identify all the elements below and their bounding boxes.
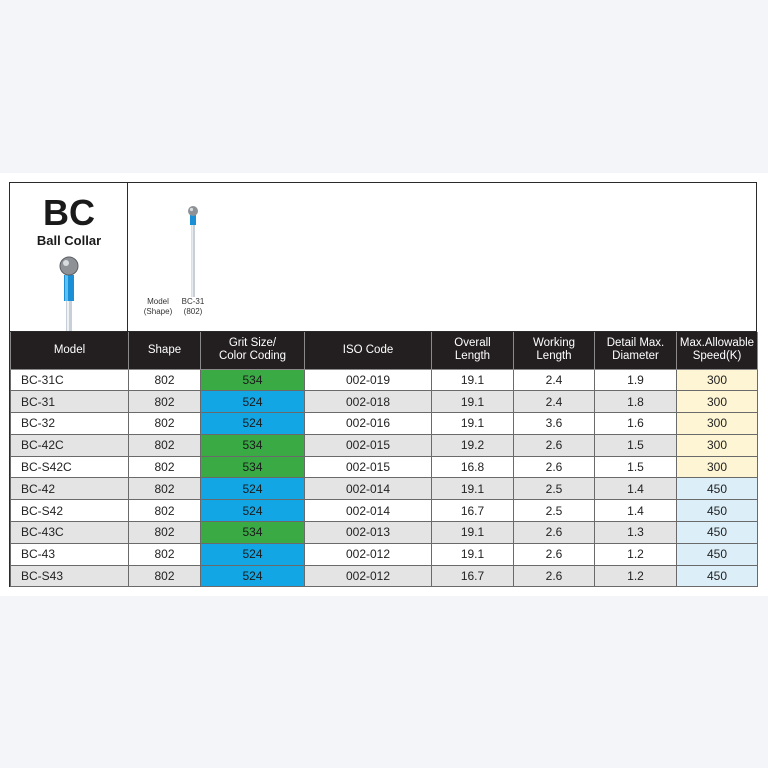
shape-label: (Shape) [143, 307, 173, 316]
cell-iso: 002-013 [305, 522, 432, 544]
cell-model: BC-43 [11, 543, 129, 565]
cell-model: BC-43C [11, 522, 129, 544]
cell-model: BC-31C [11, 369, 129, 391]
cell-working: 2.4 [514, 369, 595, 391]
diagram-label-bur [175, 297, 211, 317]
cell-shape: 802 [129, 413, 201, 435]
cell-iso: 002-012 [305, 543, 432, 565]
cell-speed: 300 [677, 434, 758, 456]
cell-shape: 802 [129, 478, 201, 500]
bur-diagram-icon [186, 205, 200, 297]
cell-iso: 002-016 [305, 413, 432, 435]
cell-iso: 002-014 [305, 478, 432, 500]
cell-speed: 450 [677, 500, 758, 522]
cell-overall: 16.7 [432, 500, 514, 522]
table-row [11, 434, 758, 456]
cell-overall: 19.1 [432, 413, 514, 435]
cell-speed: 450 [677, 478, 758, 500]
cell-iso: 002-015 [305, 434, 432, 456]
cell-shape: 802 [129, 500, 201, 522]
table-header-row [11, 332, 758, 369]
table-row [11, 456, 758, 478]
cell-diameter: 1.5 [595, 456, 677, 478]
product-header [10, 183, 756, 332]
bur-model-label: BC-31 [181, 297, 205, 306]
product-sheet [0, 173, 768, 596]
cell-grit: 534 [201, 522, 305, 544]
cell-diameter: 1.4 [595, 478, 677, 500]
column-header: ISO Code [305, 332, 432, 369]
cell-shape: 802 [129, 456, 201, 478]
spec-table-frame [9, 182, 757, 587]
cell-working: 2.6 [514, 522, 595, 544]
table-row [11, 391, 758, 413]
cell-speed: 300 [677, 369, 758, 391]
cell-diameter: 1.4 [595, 500, 677, 522]
cell-model: BC-42C [11, 434, 129, 456]
cell-model: BC-S42C [11, 456, 129, 478]
cell-iso: 002-018 [305, 391, 432, 413]
cell-overall: 19.1 [432, 543, 514, 565]
cell-speed: 450 [677, 565, 758, 587]
cell-grit: 524 [201, 500, 305, 522]
cell-overall: 16.8 [432, 456, 514, 478]
product-title-panel [10, 183, 128, 331]
column-header: Grit Size/ Color Coding [201, 332, 305, 369]
column-header: Max.Allowable Speed(K) [677, 332, 758, 369]
cell-shape: 802 [129, 391, 201, 413]
cell-overall: 16.7 [432, 565, 514, 587]
cell-grit: 524 [201, 565, 305, 587]
cell-overall: 19.2 [432, 434, 514, 456]
cell-grit: 524 [201, 391, 305, 413]
cell-grit: 534 [201, 456, 305, 478]
column-header: Shape [129, 332, 201, 369]
cell-speed: 450 [677, 543, 758, 565]
product-code: BC [43, 192, 95, 233]
cell-grit: 524 [201, 478, 305, 500]
cell-diameter: 1.3 [595, 522, 677, 544]
cell-model: BC-S42 [11, 500, 129, 522]
column-header: Detail Max. Diameter [595, 332, 677, 369]
table-row [11, 522, 758, 544]
cell-speed: 300 [677, 413, 758, 435]
cell-grit: 524 [201, 413, 305, 435]
cell-shape: 802 [129, 543, 201, 565]
cell-iso: 002-019 [305, 369, 432, 391]
cell-diameter: 1.6 [595, 413, 677, 435]
table-row [11, 565, 758, 587]
cell-speed: 300 [677, 456, 758, 478]
cell-model: BC-31 [11, 391, 129, 413]
cell-iso: 002-015 [305, 456, 432, 478]
cell-model: BC-S43 [11, 565, 129, 587]
cell-speed: 450 [677, 522, 758, 544]
table-row [11, 543, 758, 565]
bur-shape-label: (802) [183, 307, 203, 316]
cell-diameter: 1.8 [595, 391, 677, 413]
cell-diameter: 1.5 [595, 434, 677, 456]
cell-iso: 002-012 [305, 565, 432, 587]
column-header: Working Length [514, 332, 595, 369]
table-row [11, 478, 758, 500]
cell-diameter: 1.2 [595, 565, 677, 587]
cell-shape: 802 [129, 565, 201, 587]
product-name: Ball Collar [36, 233, 102, 248]
cell-working: 2.6 [514, 565, 595, 587]
cell-shape: 802 [129, 522, 201, 544]
cell-shape: 802 [129, 369, 201, 391]
column-header: Overall Length [432, 332, 514, 369]
cell-speed: 300 [677, 391, 758, 413]
cell-diameter: 1.2 [595, 543, 677, 565]
model-label: Model [147, 297, 169, 306]
cell-working: 2.6 [514, 543, 595, 565]
cell-overall: 19.1 [432, 391, 514, 413]
cell-model: BC-32 [11, 413, 129, 435]
cell-diameter: 1.9 [595, 369, 677, 391]
cell-working: 2.4 [514, 391, 595, 413]
table-row [11, 500, 758, 522]
specification-table [10, 332, 758, 587]
cell-grit: 534 [201, 434, 305, 456]
cell-shape: 802 [129, 434, 201, 456]
cell-working: 2.6 [514, 434, 595, 456]
cell-overall: 19.1 [432, 522, 514, 544]
cell-overall: 19.1 [432, 478, 514, 500]
cell-working: 2.5 [514, 500, 595, 522]
cell-model: BC-42 [11, 478, 129, 500]
cell-working: 2.5 [514, 478, 595, 500]
cell-grit: 524 [201, 543, 305, 565]
bur-icon [54, 255, 84, 331]
cell-working: 2.6 [514, 456, 595, 478]
cell-overall: 19.1 [432, 369, 514, 391]
table-row [11, 413, 758, 435]
column-header: Model [11, 332, 129, 369]
cell-iso: 002-014 [305, 500, 432, 522]
cell-grit: 534 [201, 369, 305, 391]
table-row [11, 369, 758, 391]
cell-working: 3.6 [514, 413, 595, 435]
